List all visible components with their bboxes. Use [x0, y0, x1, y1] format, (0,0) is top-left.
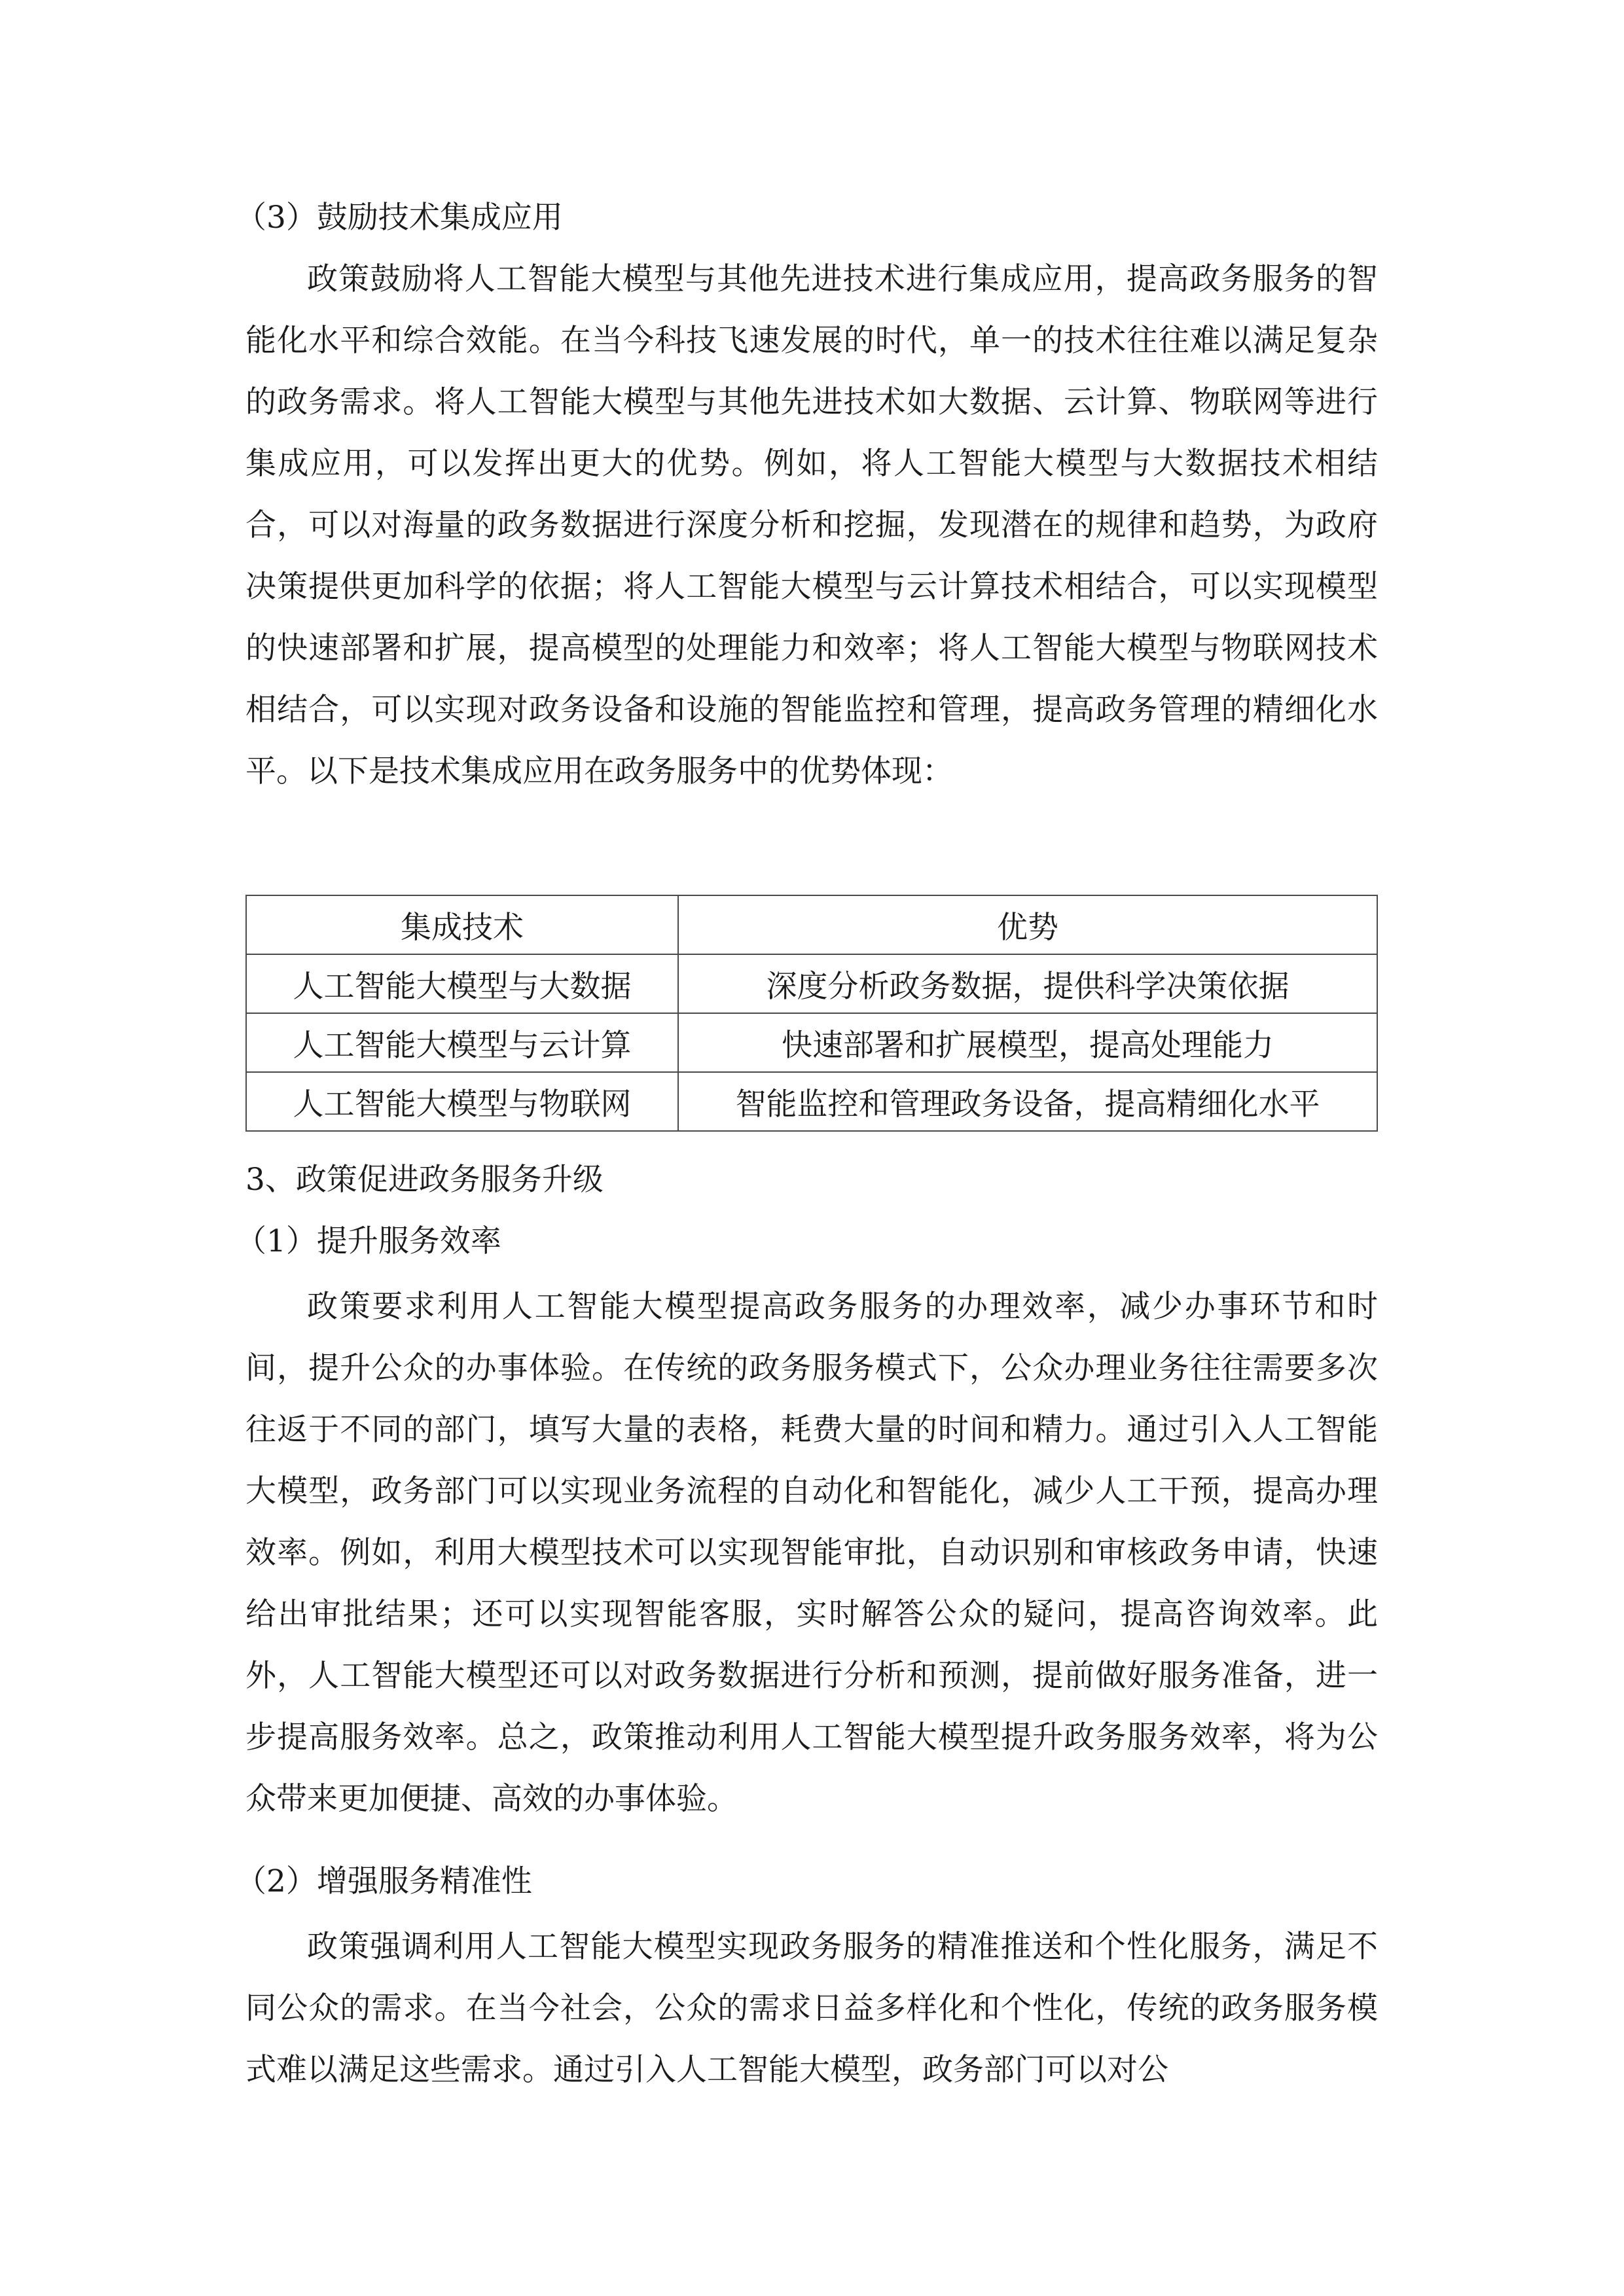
integration-advantage-table [245, 895, 1378, 1132]
table-cell: 人工智能大模型与物联网 [246, 1072, 678, 1131]
table-cell: 智能监控和管理政务设备，提高精细化水平 [678, 1072, 1377, 1131]
section-heading-service-precision: （2）增强服务精准性 [236, 1863, 532, 1899]
table-header-cell: 优势 [678, 895, 1377, 954]
section-heading-policy-upgrade: 3、政策促进政务服务升级 [245, 1162, 604, 1198]
table-row [246, 1072, 1377, 1131]
table-cell: 深度分析政务数据，提供科学决策依据 [678, 954, 1377, 1013]
paragraph-service-efficiency: 政策要求利用人工智能大模型提高政务服务的办理效率，减少办事环节和时间，提升公众的办事体验。在传统的政务服务模式下，公众办理业务往往需要多次往返于不同的部门，填写大量的表格，耗费大量的时间和精力。通过引入人工智能大模型，政务部门可以实现业务流程的自动化和智能化，减少人工干预，提高办理效率。例如，利用大模型技术可以实现智能审批，自动识别和审核政务申请，快速给出审批结果；还可以实现智能客服，实时解答公众的疑问，提高咨询效率。此外，人工智能大模型还可以对政务数据进行分析和预测，提前做好服务准备，进一步提高服务效率。总之，政策推动利用人工智能大模型提升政务服务效率，将为公众带来更加便捷、高效的办事体验。 [245, 1289, 1378, 1817]
table-cell: 人工智能大模型与云计算 [246, 1013, 678, 1072]
table-cell: 快速部署和扩展模型，提高处理能力 [678, 1013, 1377, 1072]
table-row [246, 954, 1377, 1013]
table-cell: 人工智能大模型与大数据 [246, 954, 678, 1013]
table-row [246, 1013, 1377, 1072]
table-header-row [246, 895, 1377, 954]
section-heading-service-efficiency: （1）提升服务效率 [236, 1223, 501, 1259]
paragraph-service-precision: 政策强调利用人工智能大模型实现政务服务的精准推送和个性化服务，满足不同公众的需求。在当今社会，公众的需求日益多样化和个性化，传统的政务服务模式难以满足这些需求。通过引入人工智能大模型，政务部门可以对公 [245, 1929, 1378, 2088]
section-heading-encourage-integration: （3）鼓励技术集成应用 [236, 200, 563, 236]
table-header-cell: 集成技术 [246, 895, 678, 954]
paragraph-encourage-integration: 政策鼓励将人工智能大模型与其他先进技术进行集成应用，提高政务服务的智能化水平和综合效能。在当今科技飞速发展的时代，单一的技术往往难以满足复杂的政务需求。将人工智能大模型与其他先进技术如大数据、云计算、物联网等进行集成应用，可以发挥出更大的优势。例如，将人工智能大模型与大数据技术相结合，可以对海量的政务数据进行深度分析和挖掘，发现潜在的规律和趋势，为政府决策提供更加科学的依据；将人工智能大模型与云计算技术相结合，可以实现模型的快速部署和扩展，提高模型的处理能力和效率；将人工智能大模型与物联网技术相结合，可以实现对政务设备和设施的智能监控和管理，提高政务管理的精细化水平。以下是技术集成应用在政务服务中的优势体现： [245, 261, 1378, 789]
